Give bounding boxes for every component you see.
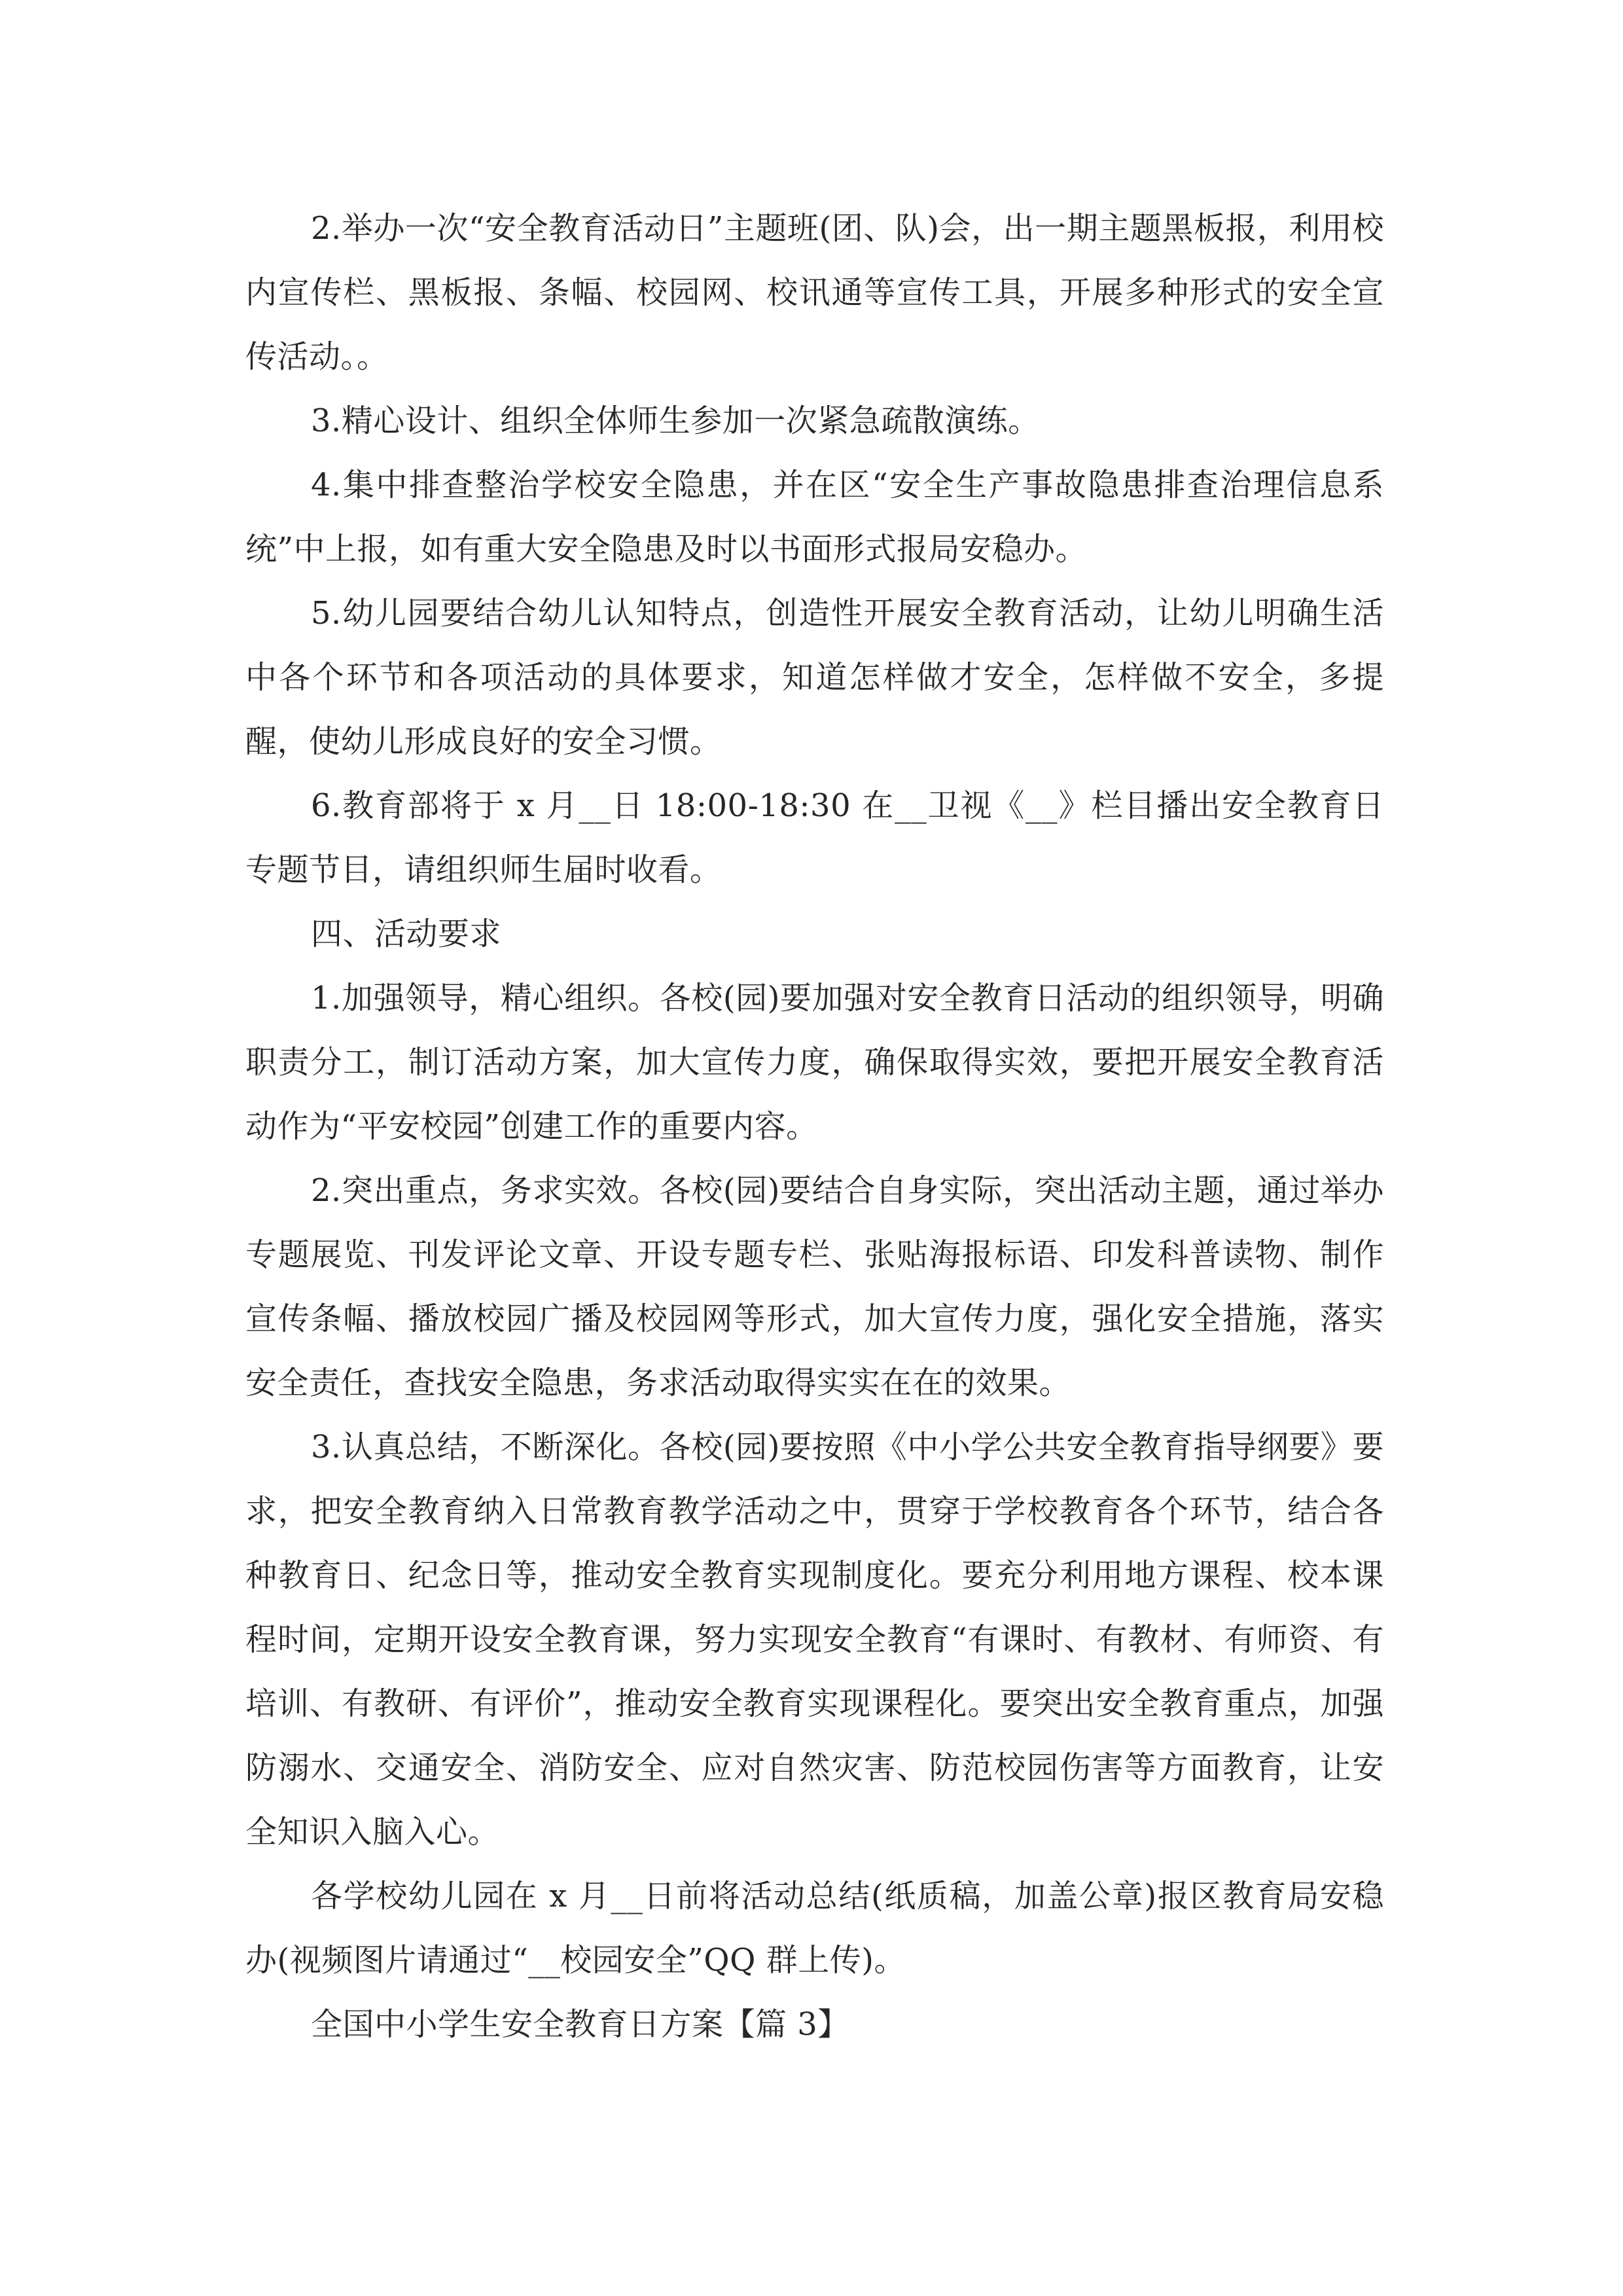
paragraph-item-2: 2.举办一次“安全教育活动日”主题班(团、队)会，出一期主题黑板报，利用校内宣传栏、黑板报、条幅、校园网、校讯通等宣传工具，开展多种形式的安全宣传活动。。 (245, 210, 1384, 375)
section-heading-requirements: 四、活动要求 (311, 916, 502, 952)
paragraph-item-3: 3.精心设计、组织全体师生参加一次紧急疏散演练。 (311, 403, 1040, 439)
paragraph-item-6: 6.教育部将于 x 月__日 18:00-18:30 在__卫视《__》栏目播出安全教育日专题节目，请组织师生届时收看。 (245, 787, 1384, 888)
requirement-item-1: 1.加强领导，精心组织。各校(园)要加强对安全教育日活动的组织领导，明确职责分工，制订活动方案，加大宣传力度，确保取得实效，要把开展安全教育活动作为“平安校园”创建工作的重要内容。 (245, 980, 1384, 1145)
paragraph-item-5: 5.幼儿园要结合幼儿认知特点，创造性开展安全教育活动，让幼儿明确生活中各个环节和各项活动的具体要求，知道怎样做才安全，怎样做不安全，多提醒，使幼儿形成良好的安全习惯。 (245, 595, 1384, 760)
paragraph-item-4: 4.集中排查整治学校安全隐患，并在区“安全生产事故隐患排查治理信息系统”中上报，如有重大安全隐患及时以书面形式报局安稳办。 (245, 467, 1384, 567)
next-section-title: 全国中小学生安全教育日方案【篇 3】 (311, 2006, 849, 2043)
submission-note: 各学校幼儿园在 x 月__日前将活动总结(纸质稿，加盖公章)报区教育局安稳办(视频图片请通过“__校园安全”QQ 群上传)。 (245, 1878, 1384, 1979)
requirement-item-3: 3.认真总结，不断深化。各校(园)要按照《中小学公共安全教育指导纲要》要求，把安全教育纳入日常教育教学活动之中，贯穿于学校教育各个环节，结合各种教育日、纪念日等，推动安全教育实现制度化。要充分利用地方课程、校本课程时间，定期开设安全教育课，努力实现安全教育“有课时、有教材、有师资、有培训、有教研、有评价”，推动安全教育实现课程化。要突出安全教育重点，加强防溺水、交通安全、消防安全、应对自然灾害、防范校园伤害等方面教育，让安全知识入脑入心。 (245, 1429, 1384, 1850)
requirement-item-2: 2.突出重点，务求实效。各校(园)要结合自身实际，突出活动主题，通过举办专题展览、刊发评论文章、开设专题专栏、张贴海报标语、印发科普读物、制作宣传条幅、播放校园广播及校园网等形式，加大宣传力度，强化安全措施，落实安全责任，查找安全隐患，务求活动取得实实在在的效果。 (245, 1172, 1384, 1401)
document-body (245, 196, 1384, 2056)
